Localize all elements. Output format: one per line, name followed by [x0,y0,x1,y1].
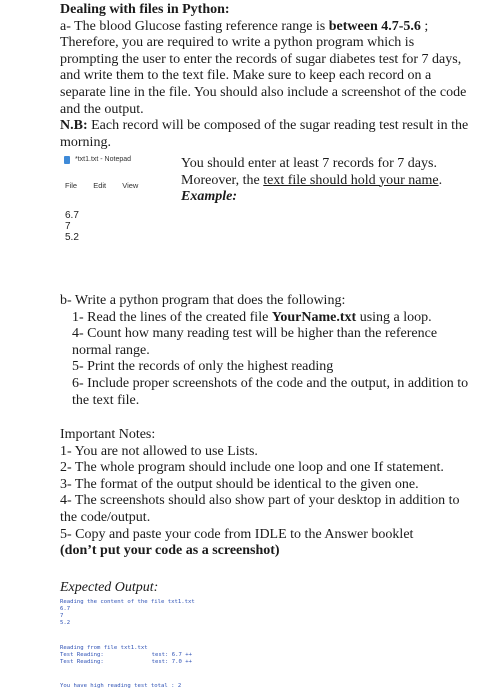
expected-output-heading: Expected Output: [60,580,159,595]
notepad-screenshot [60,153,175,250]
notepad-menu [65,181,152,190]
output-line: 7 [60,613,64,619]
part-a-note: N.B: Each record will be composed of the sugar reading test result in the morning. [60,118,469,150]
part-b-item-4: 4- Count how many reading test will be higher than the reference normal range. [72,326,438,358]
output-block-3 [60,683,260,690]
notepad-line: 5.2 [65,232,79,243]
part-a-body: Therefore, you are required to write a python program which is prompting the user to enter the records of sugar diabetes test for 7 days, and write them to the text file. Make sure to keep each record on a separate line in the file. You should also include a screenshot of the code and the output. [60,35,467,117]
part-b-item-6: 6- Include proper screenshots of the code and the output, in addition to the text file. [72,375,469,408]
part-a-intro: a- The blood Glucose fasting reference range is between 4.7-5.6 ; [60,18,429,34]
note-2: 2- The whole program should include one loop and one If statement. [60,460,444,476]
note-3: 3- The format of the output should be identical to the given one. [60,476,419,492]
note-4: 4- The screenshots should also show part of your desktop in addition to the code/output. [60,493,460,525]
example-description [181,156,481,206]
important-notes [60,427,480,560]
notes-heading: Important Notes: [60,427,156,442]
note-5-bold: (don’t put your code as a screenshot) [60,543,280,559]
document-title: Dealing with files in Python: [60,2,230,17]
part-b-intro: b- Write a python program that does the following: [60,293,346,308]
output-row: Test Reading: test: 7.0 ++ [60,659,192,665]
part-a-section [60,2,470,151]
example-label: Example: [181,189,237,205]
part-b-item-1: 1- Read the lines of the created file YourName.txt using a loop. [72,309,432,325]
notepad-line: 6.7 [65,210,79,221]
part-b-item-5: 5- Print the records of only the highest reading [72,359,334,375]
output-line: 6.7 [60,606,71,612]
output-row: Test Reading: test: 6.7 ++ [60,652,192,658]
notepad-line: 7 [65,221,71,232]
output-line: You have high reading test total : 2 [60,683,182,689]
name-requirement: Moreover, the text file should hold your name. [181,172,443,188]
note-1: 1- You are not allowed to use Lists. [60,443,258,459]
output-line: Reading from file txt1.txt [60,645,148,651]
menu-edit: Edit [93,181,107,190]
menu-view: View [122,181,139,190]
output-line: Reading the content of the file txt1.txt [60,599,195,605]
part-b-section [60,293,470,409]
output-block-1 [60,599,260,627]
notepad-content [65,210,79,243]
output-block-2 [60,645,260,666]
notepad-titlebar [60,153,175,167]
notepad-file-icon [64,156,70,164]
records-requirement: You should enter at least 7 records for 7 days. [181,156,437,171]
note-5: 5- Copy and paste your code from IDLE to the Answer booklet [60,526,414,542]
notepad-title: *txt1.txt - Notepad [75,156,132,163]
output-line: 5.2 [60,620,71,626]
menu-file: File [65,181,78,190]
